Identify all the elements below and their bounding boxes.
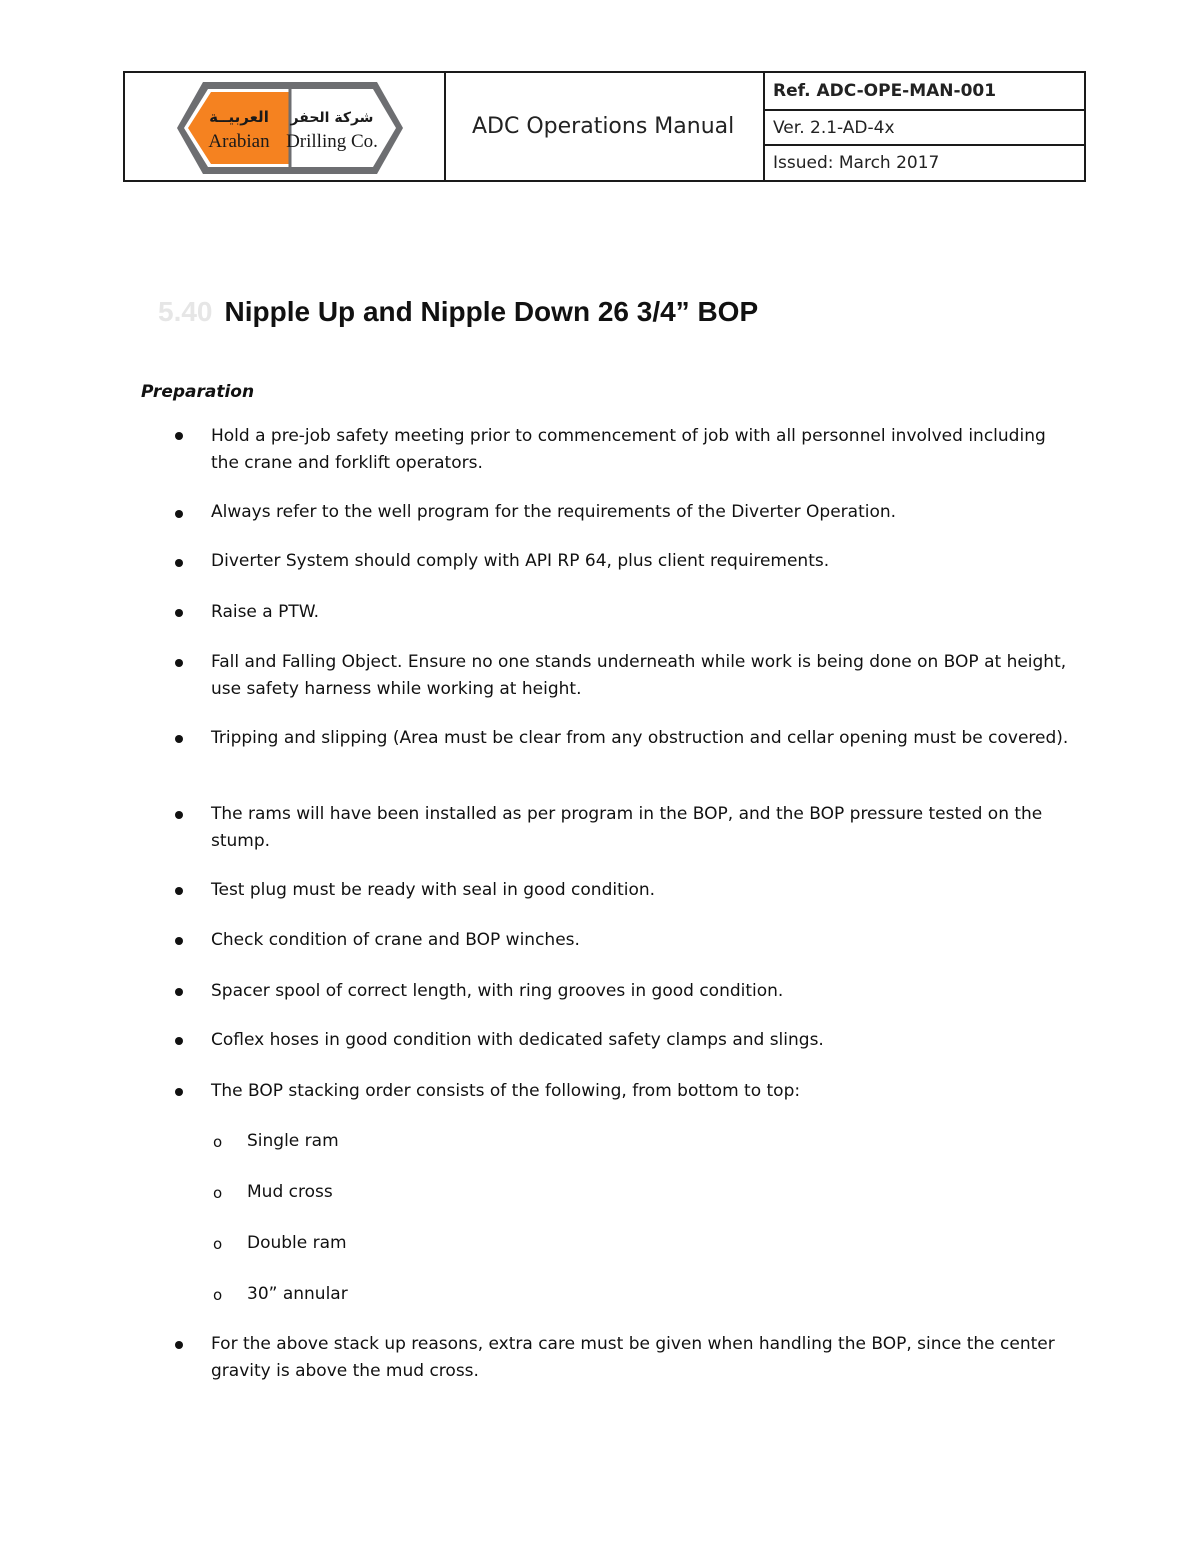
bullet-icon (175, 609, 183, 617)
logo-english-left: Arabian (208, 131, 270, 152)
sub-bullet-icon: o (213, 1184, 223, 1202)
list-item: Always refer to the well program for the requirements of the Diverter Operation. (211, 502, 897, 522)
logo-english-right: Drilling Co. (286, 131, 378, 152)
list-item: Hold a pre-job safety meeting prior to commencement of job with all personnel involved including the crane and forklift operators. (211, 426, 1046, 473)
bullet-icon (175, 1088, 183, 1096)
list-item: Test plug must be ready with seal in good condition. (211, 880, 656, 900)
bullet-icon (175, 559, 183, 567)
bullet-icon (175, 432, 183, 440)
bullet-icon (175, 937, 183, 945)
list-item: Tripping and slipping (Area must be clear from any obstruction and cellar opening must be covered). (211, 728, 1069, 748)
list-item: Coflex hoses in good condition with dedicated safety clamps and slings. (211, 1030, 824, 1050)
logo-arabic-right: شركة الحفر (290, 110, 374, 126)
reference-block (765, 73, 1084, 180)
sub-bullet-icon: o (213, 1235, 223, 1253)
stack-item: 30” annular (247, 1284, 348, 1304)
list-item: The BOP stacking order consists of the following, from bottom to top: (211, 1081, 801, 1101)
issue-date: Issued: March 2017 (773, 153, 940, 173)
arabian-drilling-logo (175, 79, 405, 177)
sub-bullet-icon: o (213, 1133, 223, 1151)
bullet-icon (175, 1341, 183, 1349)
list-item: Spacer spool of correct length, with ring grooves in good condition. (211, 981, 784, 1001)
stack-item: Mud cross (247, 1182, 333, 1202)
logo-cell (125, 73, 446, 180)
version-number: Ver. 2.1-AD-4x (765, 111, 1084, 146)
subheading-preparation: Preparation (141, 382, 255, 402)
reference-number: Ref. ADC-OPE-MAN-001 (765, 73, 1084, 111)
bullet-icon (175, 1037, 183, 1045)
section-title: Nipple Up and Nipple Down 26 3/4” BOP (224, 296, 759, 327)
logo-arabic-left: العربيــة (209, 108, 269, 126)
bullet-icon (175, 988, 183, 996)
bullet-icon (175, 510, 183, 518)
bullet-icon (175, 659, 183, 667)
section-heading (158, 296, 758, 328)
section-number: 5.40 (158, 296, 213, 327)
bullet-icon (175, 735, 183, 743)
list-item: Fall and Falling Object. Ensure no one stands underneath while work is being done on BOP at height, use safety harness while working at height. (211, 652, 1067, 699)
stack-item: Double ram (247, 1233, 347, 1253)
list-item: For the above stack up reasons, extra care must be given when handling the BOP, since the center gravity is above the mud cross. (211, 1334, 1055, 1381)
document-header (123, 71, 1086, 182)
list-item: Diverter System should comply with API RP 64, plus client requirements. (211, 551, 830, 571)
list-item: The rams will have been installed as per program in the BOP, and the BOP pressure tested on the stump. (211, 804, 1043, 851)
sub-bullet-icon: o (213, 1286, 223, 1304)
list-item: Check condition of crane and BOP winches. (211, 930, 580, 950)
manual-title: ADC Operations Manual (446, 73, 765, 180)
bullet-icon (175, 811, 183, 819)
stack-item: Single ram (247, 1131, 339, 1151)
list-item: Raise a PTW. (211, 602, 320, 622)
bullet-icon (175, 887, 183, 895)
